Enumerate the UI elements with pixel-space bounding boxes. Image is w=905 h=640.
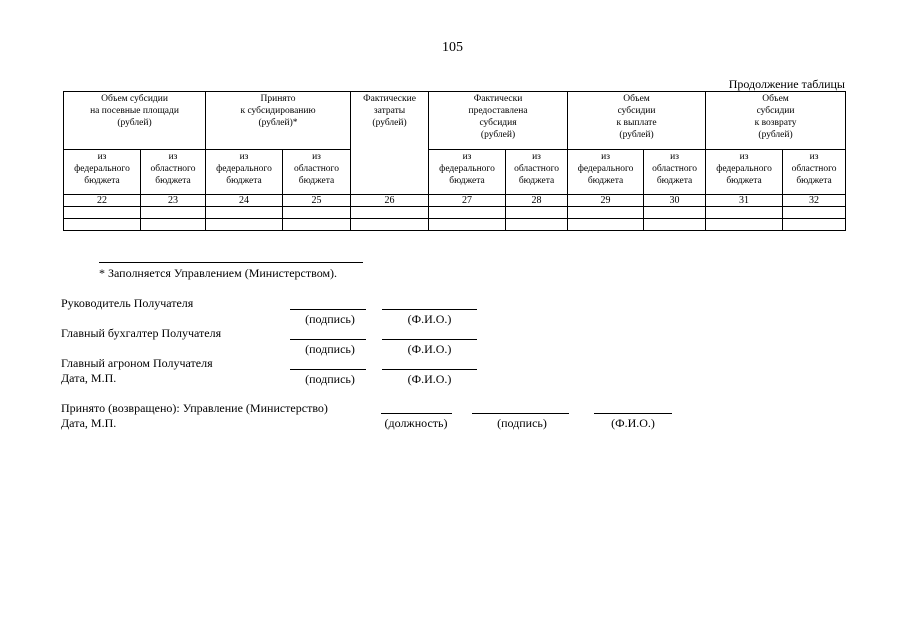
- name-line: [382, 369, 477, 370]
- date-stamp-label: Дата, М.П.: [61, 416, 117, 430]
- signature-line: [290, 339, 366, 340]
- signature-caption: (подпись): [305, 312, 355, 326]
- table-row: [64, 207, 846, 219]
- header-accepted: Принято к субсидированию (рублей)*: [206, 92, 351, 150]
- column-number: 29: [568, 195, 644, 207]
- signature-caption: (подпись): [305, 372, 355, 386]
- subheader-federal: из федерального бюджета: [706, 150, 783, 195]
- subheader-federal: из федерального бюджета: [429, 150, 506, 195]
- accepted-label: Принято (возвращено): Управление (Министерство): [61, 401, 328, 415]
- signature-caption: (подпись): [305, 342, 355, 356]
- column-number: 22: [64, 195, 141, 207]
- header-subsidy-area: Объем субсидии на посевные площади (рублей): [64, 92, 206, 150]
- footnote: * Заполняется Управлением (Министерством).: [99, 266, 338, 280]
- column-number: 23: [141, 195, 206, 207]
- subheader-regional: из областного бюджета: [283, 150, 351, 195]
- signature-line: [472, 413, 569, 414]
- name-caption: (Ф.И.О.): [407, 342, 452, 356]
- column-number: 24: [206, 195, 283, 207]
- name-caption: (Ф.И.О.): [611, 416, 655, 430]
- name-caption: (Ф.И.О.): [407, 312, 452, 326]
- signature-caption: (подпись): [497, 416, 547, 430]
- name-caption: (Ф.И.О.): [407, 372, 452, 386]
- subheader-regional: из областного бюджета: [644, 150, 706, 195]
- subheader-regional: из областного бюджета: [506, 150, 568, 195]
- position-line: [381, 413, 452, 414]
- column-number: 30: [644, 195, 706, 207]
- accountant-label: Главный бухгалтер Получателя: [61, 326, 222, 340]
- header-actual-costs: Фактические затраты (рублей): [351, 92, 429, 195]
- header-to-pay: Объем субсидии к выплате (рублей): [568, 92, 706, 150]
- column-number: 26: [351, 195, 429, 207]
- signature-line: [290, 309, 366, 310]
- position-caption: (должность): [384, 416, 448, 430]
- table-row: [64, 219, 846, 231]
- subheader-federal: из федерального бюджета: [64, 150, 141, 195]
- column-number: 32: [783, 195, 846, 207]
- page-number: 105: [442, 40, 463, 55]
- signature-line: [290, 369, 366, 370]
- column-number-row: [64, 195, 846, 207]
- head-label: Руководитель Получателя: [61, 296, 194, 310]
- name-line: [382, 339, 477, 340]
- subsidy-table: [63, 91, 846, 231]
- agronomist-label: Главный агроном Получателя: [61, 356, 213, 370]
- table-continuation-label: Продолжение таблицы: [728, 77, 845, 91]
- subheader-regional: из областного бюджета: [141, 150, 206, 195]
- column-number: 31: [706, 195, 783, 207]
- subheader-federal: из федерального бюджета: [568, 150, 644, 195]
- column-number: 25: [283, 195, 351, 207]
- date-stamp-label: Дата, М.П.: [61, 371, 117, 385]
- column-number: 28: [506, 195, 568, 207]
- header-to-return: Объем субсидии к возврату (рублей): [706, 92, 846, 150]
- footnote-separator: [99, 262, 363, 263]
- subheader-regional: из областного бюджета: [783, 150, 846, 195]
- column-number: 27: [429, 195, 506, 207]
- header-provided: Фактически предоставлена субсидия (рублей): [429, 92, 568, 150]
- name-line: [382, 309, 477, 310]
- name-line: [594, 413, 672, 414]
- subheader-federal: из федерального бюджета: [206, 150, 283, 195]
